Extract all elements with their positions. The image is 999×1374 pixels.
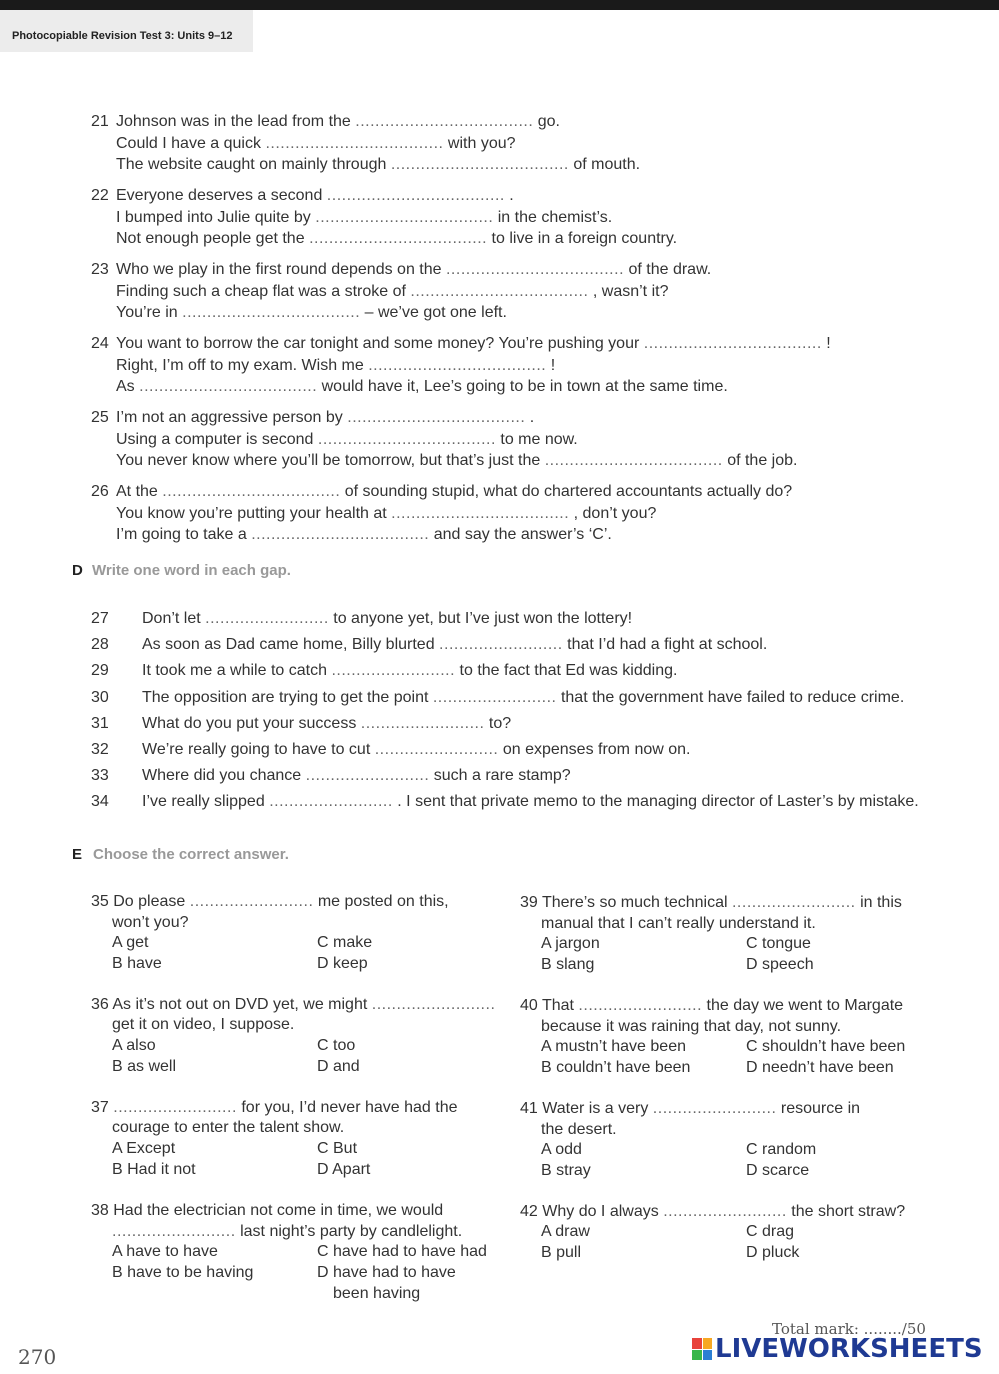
item-number: 32 [91,741,109,758]
q40-text-after: the day we went to Margate [706,997,904,1014]
item-25-line-2 [116,430,578,450]
line-text-after: to live in a foreign country. [491,230,678,247]
q36-text: 36 As it’s not out on DVD yet, we might [91,996,368,1013]
logo-text: LIVEWORKSHEETS [715,1334,983,1364]
line-text-after: to the fact that Ed was kidding. [459,662,678,680]
item-28 [142,635,767,655]
line-text-after: of mouth. [573,156,641,173]
item-number: 26 [91,483,109,500]
q41-option-c[interactable]: C random [746,1141,817,1158]
q35-text: 35 Do please [91,893,186,910]
item-number: 25 [91,409,109,426]
item-21-line-2 [116,134,516,154]
q38-option-d-cont: been having [333,1285,421,1302]
section-d-title: Write one word in each gap. [92,562,291,579]
q39-option-d[interactable]: D speech [746,956,814,973]
item-22-line-3 [116,229,677,249]
item-23-line-1 [116,260,711,280]
answer-gap[interactable]: .................................... [445,261,625,278]
q39-option-a[interactable]: A jargon [541,935,600,952]
line-text-after: . [509,187,514,204]
item-number: 33 [91,767,109,785]
line-text-after: to anyone yet, but I’ve just won the lottery! [333,610,633,627]
item-24-line-3 [116,377,728,397]
item-24-line-1 [116,334,831,354]
item-number: 24 [91,335,109,352]
item-22-line-1 [116,186,514,206]
logo-grid-icon [692,1338,712,1360]
q35-option-c[interactable]: C make [317,934,373,951]
q35-line2: won’t you? [112,914,189,931]
answer-gap[interactable]: .................................... [390,156,569,173]
header-title: Photocopiable Revision Test 3: Units 9–12 [12,30,233,42]
line-text-after: in the chemist’s. [497,208,613,226]
line-text: As [116,378,135,395]
item-26-line-1 [116,482,792,502]
q39-gap[interactable]: ......................... [731,894,856,911]
answer-gap[interactable]: .................................... [347,409,526,426]
logo-square-2 [703,1338,713,1349]
top-black-bar [0,0,999,10]
line-text-after: such a rare stamp? [433,767,571,785]
logo-square-3 [692,1350,702,1361]
answer-gap[interactable]: .................................... [326,187,505,204]
q41-option-b[interactable]: B stray [541,1162,591,1179]
line-text: Not enough people get the [116,230,305,247]
item-29 [142,661,677,681]
q41-option-d[interactable]: D scarce [746,1162,810,1179]
q38-option-a[interactable]: A have to have [112,1243,218,1260]
item-34 [142,792,919,812]
line-text: Where did you chance [142,767,302,785]
item-30 [142,688,904,708]
line-text-after: that I’d had a fight at school. [567,636,768,654]
q38-line1: 38 Had the electrician not come in time, we would [91,1202,444,1219]
answer-gap[interactable]: .................................... [251,526,430,543]
answer-gap[interactable]: .................................... [391,504,570,522]
line-text: I’m not an aggressive person by [116,409,343,426]
line-text-after: . I sent that private memo to the managing director of Laster’s by mistake. [397,793,919,811]
answer-gap[interactable]: ......................... [432,688,557,706]
logo-square-1 [692,1338,702,1349]
line-text: You know you’re putting your health at [116,504,387,522]
q39-line2: manual that I can’t really understand it. [541,915,816,932]
line-text: As soon as Dad came home, Billy blurted [142,636,435,654]
line-text: What do you put your success [142,714,357,732]
line-text: It took me a while to catch [142,662,327,680]
answer-gap[interactable]: .................................... [368,356,547,374]
line-text-after: , don’t you? [573,504,657,522]
line-text-after: of sounding stupid, what do chartered accountants actually do? [344,483,793,500]
q35-text-after: me posted on this, [317,893,449,910]
q39-text-after: in this [860,894,902,911]
item-number: 31 [91,714,109,732]
answer-gap[interactable]: .................................... [139,378,318,395]
line-text-after: with you? [447,134,516,152]
q37-num: 37 [91,1099,109,1116]
line-text: Could I have a quick [116,134,261,152]
answer-gap[interactable]: .................................... [162,483,341,500]
line-text: I’m going to take a [116,526,247,543]
answer-gap[interactable]: ......................... [331,662,456,680]
answer-gap[interactable]: .................................... [309,230,488,247]
answer-gap[interactable]: .................................... [544,452,723,469]
answer-gap[interactable]: ......................... [374,741,499,758]
q36-line2: get it on video, I suppose. [112,1016,295,1033]
q37-option-c[interactable]: C But [317,1140,358,1157]
line-text: Don’t let [142,610,201,627]
line-text-after: . [529,409,535,426]
line-text: At the [116,483,158,500]
q42-option-c[interactable]: C drag [746,1223,795,1240]
section-e-letter: E [72,846,83,863]
section-d-letter: D [72,562,83,579]
item-number: 22 [91,187,109,204]
line-text: The website caught on mainly through [116,156,387,173]
answer-gap[interactable]: ......................... [205,610,329,627]
line-text-after: on expenses from now on. [502,741,691,758]
answer-gap[interactable]: ......................... [269,793,393,811]
line-text-after: to? [488,714,512,732]
item-number: 30 [91,688,109,706]
q37-gap[interactable]: ......................... [113,1099,237,1116]
line-text: I’ve really slipped [142,793,265,811]
q36-gap[interactable]: ......................... [371,996,496,1013]
answer-gap[interactable]: .................................... [182,304,361,321]
item-21-line-1 [116,112,560,132]
item-22-line-2 [116,208,612,228]
liveworksheets-logo [692,1336,983,1362]
line-text-after: ! [826,335,831,352]
q42-text: 42 Why do I always [520,1203,659,1220]
item-number: 29 [91,662,109,680]
q37-option-b[interactable]: B Had it not [112,1161,196,1178]
answer-gap[interactable]: .................................... [315,208,494,226]
line-text-after: to me now. [500,430,578,448]
item-33 [142,766,571,786]
q36-option-d[interactable]: D and [317,1058,360,1075]
q35-option-d[interactable]: D keep [317,955,368,972]
line-text: Johnson was in the lead from the [116,113,351,130]
line-text-after: – we’ve got one left. [364,304,507,321]
q36-option-c[interactable]: C too [317,1037,356,1054]
q38-option-c[interactable]: C have had to have had [317,1243,487,1260]
q41-option-a[interactable]: A odd [541,1141,582,1158]
q35-option-b[interactable]: B have [112,955,162,972]
q37-option-d[interactable]: D Apart [317,1161,371,1178]
q40-option-b[interactable]: B couldn’t have been [541,1059,691,1076]
answer-gap[interactable]: .................................... [410,282,589,300]
answer-gap[interactable]: .................................... [643,335,822,352]
section-e-title: Choose the correct answer. [93,846,289,863]
q40-line2: because it was raining that day, not sunny. [541,1018,842,1035]
line-text: Finding such a cheap flat was a stroke of [116,282,406,300]
q39-option-c[interactable]: C tongue [746,935,811,952]
item-24-line-2 [116,356,555,376]
q37-text-after: for you, I’d never have had the [241,1099,458,1116]
answer-gap[interactable]: .................................... [265,134,444,152]
line-text-after: would have it, Lee’s going to be in town at the same time. [321,378,728,395]
item-27 [142,609,632,629]
item-25-line-3 [116,451,797,471]
item-23-line-3 [116,303,507,323]
q41-gap[interactable]: ......................... [652,1100,777,1117]
line-text: Using a computer is second [116,430,314,448]
line-text: Who we play in the first round depends on the [116,261,442,278]
line-text: Right, I’m off to my exam. Wish me [116,356,364,374]
q41-text: 41 Water is a very [520,1100,649,1117]
q38-option-d[interactable]: D have had to have [317,1264,456,1281]
line-text: You’re in [116,304,178,321]
line-text: Everyone deserves a second [116,187,323,204]
q40-option-d[interactable]: D needn’t have been [746,1059,894,1076]
q36-option-b[interactable]: B as well [112,1058,177,1075]
item-number: 27 [91,610,109,627]
q42-option-a[interactable]: A draw [541,1223,590,1240]
q38-gap[interactable]: ......................... [112,1223,236,1240]
q42-option-b[interactable]: B pull [541,1244,582,1261]
item-number: 34 [91,793,109,811]
item-25-line-1 [116,408,534,428]
item-31 [142,714,511,734]
item-number: 28 [91,636,109,654]
item-32 [142,740,691,760]
item-21-line-3 [116,155,640,175]
q42-text-after: the short straw? [791,1203,906,1220]
q42-gap[interactable]: ......................... [663,1203,787,1220]
q40-text: 40 That [520,997,574,1014]
answer-gap[interactable]: ......................... [305,767,430,785]
item-number: 21 [91,113,109,130]
q41-line2: the desert. [541,1121,617,1138]
item-26-line-3 [116,525,612,545]
line-text: You never know where you’ll be tomorrow, but that’s just the [116,452,541,469]
line-text: The opposition are trying to get the point [142,688,429,706]
answer-gap[interactable]: ......................... [360,714,485,732]
q37-option-a[interactable]: A Except [112,1140,176,1157]
q35-gap[interactable]: ......................... [189,893,314,910]
item-number: 23 [91,261,109,278]
line-text-after: go. [537,113,560,130]
q38-option-b[interactable]: B have to be having [112,1264,254,1281]
page-number: 270 [18,1345,57,1369]
line-text-after: and say the answer’s ‘C’. [433,526,612,543]
q36-option-a[interactable]: A also [112,1037,156,1054]
line-text-after: of the draw. [628,261,712,278]
q39-option-b[interactable]: B slang [541,956,595,973]
q38-text-after: last night’s party by candlelight. [240,1223,463,1240]
answer-gap[interactable]: .................................... [317,430,496,448]
q40-gap[interactable]: ......................... [578,997,703,1014]
item-23-line-2 [116,282,668,302]
q39-text: 39 There’s so much technical [520,894,728,911]
q42-option-d[interactable]: D pluck [746,1244,800,1261]
line-text-after: of the job. [727,452,798,469]
line-text-after: ! [550,356,556,374]
q35-option-a[interactable]: A get [112,934,149,951]
total-mark: Total mark: ......../50 [772,1320,926,1338]
line-text-after: that the government have failed to reduce crime. [560,688,905,706]
q37-line2: courage to enter the talent show. [112,1119,345,1136]
line-text: You want to borrow the car tonight and some money? You’re pushing your [116,335,640,352]
line-text: We’re really going to have to cut [142,741,371,758]
line-text-after: , wasn’t it? [592,282,669,300]
logo-square-4 [703,1350,713,1361]
q40-option-a[interactable]: A mustn’t have been [541,1038,686,1055]
line-text: I bumped into Julie quite by [116,208,311,226]
answer-gap[interactable]: ......................... [439,636,563,654]
q40-option-c[interactable]: C shouldn’t have been [746,1038,906,1055]
q41-text-after: resource in [780,1100,861,1117]
item-26-line-2 [116,504,656,524]
answer-gap[interactable]: .................................... [355,113,534,130]
